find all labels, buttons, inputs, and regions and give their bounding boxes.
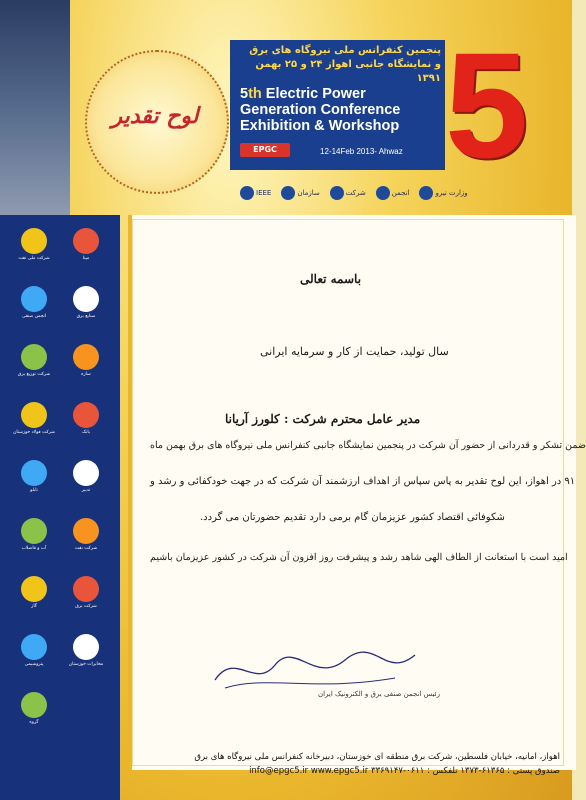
ordinal-suffix: th <box>248 86 262 102</box>
sponsor-caption: گروه <box>29 720 39 725</box>
ieee-icon <box>240 186 254 200</box>
year-motto: سال تولید، حمایت از کار و سرمایه ایرانی <box>260 345 449 358</box>
sponsor-caption: صنایع برق <box>76 314 96 319</box>
conference-title-en <box>240 86 440 134</box>
sponsor-logo-sidebar <box>12 518 56 558</box>
title-line2: Generation Conference <box>240 102 401 118</box>
sponsor-logo: شرکت <box>330 172 366 214</box>
sponsor-caption: سازه <box>81 372 91 377</box>
sponsor-caption: شرکت فولاد خوزستان <box>13 430 55 435</box>
association-icon <box>376 186 390 200</box>
conference-title-fa-line2: و نمایشگاه جانبی اهواز ۲۴ و ۲۵ بهمن ۱۳۹۱ <box>255 59 441 84</box>
sponsor-icon <box>73 402 99 428</box>
footer-contact: صندوق پستی : ۶۱۳۶۵-۱۳۷۳ تلفکس : ۰۶۱۱-۳۳۶۹۱۴۷ info@epgc5.ir www.epgc5.ir <box>249 766 560 776</box>
sponsor-icon <box>73 576 99 602</box>
conference-title-fa-line1: پنجمین کنفرانس ملی نیروگاه های برق <box>249 45 441 56</box>
signature-title: رئیس انجمن صنفی برق و الکترونیک ایران <box>317 690 440 698</box>
sponsor-icon <box>73 228 99 254</box>
sponsor-logo-sidebar <box>64 634 108 674</box>
letter-closing: امید است با استعانت از الطاف الهی شاهد رشد و پیشرفت روز افزون آن شرکت در کشور عزیزمان باشیم <box>150 552 568 563</box>
sponsor-logo-sidebar <box>64 518 108 558</box>
sponsor-logo-sidebar <box>64 344 108 384</box>
sponsor-logo-sidebar <box>12 634 56 674</box>
conference-date: 12-14Feb 2013- Ahwaz <box>320 147 403 156</box>
sponsor-caption: انجمن صنفی <box>21 314 47 319</box>
sponsor-caption: گاز <box>31 604 37 609</box>
sponsor-caption: شرکت برق <box>75 604 97 609</box>
company-icon <box>330 186 344 200</box>
plaque-title: لوح تقدیر <box>111 103 199 129</box>
sponsor-icon <box>21 402 47 428</box>
sponsor-icon <box>21 344 47 370</box>
sponsor-caption: پتروشیمی <box>24 662 44 667</box>
sponsor-logos <box>240 172 560 214</box>
sponsor-caption: تدبیر <box>81 488 91 493</box>
sponsor-caption: شرکت نفت <box>74 546 98 551</box>
letter-paragraph-3: شکوفائی اقتصاد کشور عزیزمان گام برمی دارد تقدیم حضورتان می گردد. <box>200 512 505 523</box>
conference-title-fa <box>236 44 441 86</box>
big-five-logo: 5 <box>445 21 529 189</box>
sponsor-logo-sidebar <box>64 576 108 616</box>
sponsor-icon <box>21 286 47 312</box>
sponsor-logo-sidebar <box>12 344 56 384</box>
organization-icon <box>281 186 295 200</box>
sponsor-caption: تابلو <box>30 488 38 493</box>
sponsor-caption: شرکت توزیع برق <box>17 372 51 377</box>
sponsor-logo: سازمان <box>281 172 319 214</box>
sponsor-icon <box>21 692 47 718</box>
sponsor-logo: IEEE <box>240 172 271 214</box>
sponsor-icon <box>21 576 47 602</box>
epgc-badge: EPGC <box>240 143 290 157</box>
title-line3: Exhibition & Workshop <box>240 118 400 134</box>
ordinal-number: 5 <box>240 86 249 102</box>
sponsor-icon <box>21 228 47 254</box>
sponsor-logo: انجمن <box>376 172 410 214</box>
footer-address: اهواز، امانیه، خیابان فلسطین، شرکت برق منطقه ای خوزستان، دبیرخانه کنفرانس ملی نیروگاه های برق <box>194 752 560 762</box>
sponsor-logo-sidebar <box>12 576 56 616</box>
sponsor-logo-sidebar <box>64 402 108 442</box>
salutation: باسمه تعالی <box>300 272 362 286</box>
sponsor-caption: مپنا <box>82 256 90 261</box>
sponsor-icon <box>21 518 47 544</box>
letter-paragraph-2: ۹۱ در اهواز، این لوح تقدیر به پاس سپاس از اهداف ارزشمند آن شرکت که در جهت خودکفائی و رشد و <box>150 476 576 487</box>
sponsor-caption: بانک <box>82 430 90 435</box>
letter-paragraph-1: ضمن تشکر و قدردانی از حضور آن شرکت در پنجمین نمایشگاه جانبی کنفرانس ملی نیروگاه های برق بهمن ماه <box>150 440 586 451</box>
ministry-icon <box>419 186 433 200</box>
sponsor-logo-sidebar <box>12 402 56 442</box>
title-line1: Electric Power <box>265 86 366 102</box>
sponsor-icon <box>73 460 99 486</box>
addressee: مدیر عامل محترم شرکت : کلورز آریانا <box>225 412 421 426</box>
sky-decoration <box>0 0 70 215</box>
sponsor-icon <box>73 344 99 370</box>
sponsor-caption: آب و فاضلاب <box>21 546 47 551</box>
sponsor-logo-sidebar <box>12 228 56 268</box>
sponsor-logo: وزارت نیرو <box>419 172 467 214</box>
sponsor-caption: شرکت ملی نفت <box>18 256 50 261</box>
signature <box>195 640 425 695</box>
sponsor-logo-sidebar <box>64 460 108 500</box>
sponsor-caption: مخابرات خوزستان <box>68 662 104 667</box>
sponsor-icon <box>73 518 99 544</box>
sponsor-icon <box>21 460 47 486</box>
sponsor-icon <box>73 634 99 660</box>
sponsor-logo-sidebar <box>12 286 56 326</box>
sponsor-logo-sidebar <box>12 460 56 500</box>
sponsor-logo-sidebar <box>64 228 108 268</box>
sponsor-icon <box>73 286 99 312</box>
sponsor-logo-sidebar <box>64 286 108 326</box>
sponsor-icon <box>21 634 47 660</box>
sponsor-logo-sidebar <box>12 692 56 732</box>
